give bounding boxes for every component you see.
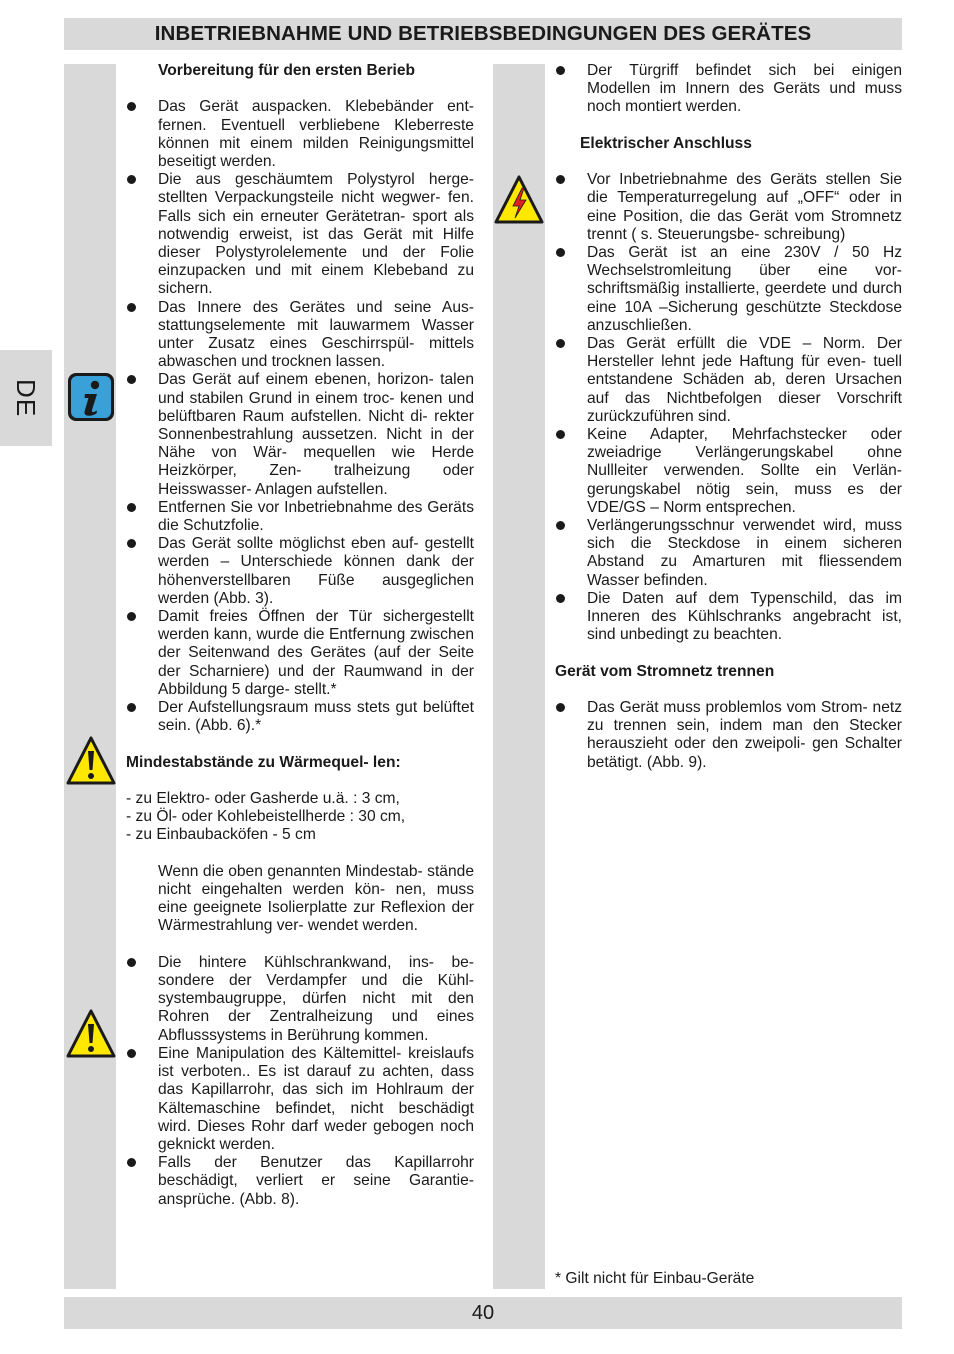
distance-note: Wenn die oben genannten Mindestab- stände nicht eingehalten werden kön- nen, muss eine geeignete Isolierplatte zur Reflexion der Wärmestrahlung ver- wendet werden. (158, 862, 474, 935)
list-item: Damit freies Öffnen der Tür sichergestellt werden kann, wurde die Entfernung zwischen der Seitenwand des Gerätes (auf der Seite der Scharniere) und der Raumwand in der Abbildung 5 darge- stellt.* (126, 608, 474, 699)
warning-list (126, 954, 474, 1209)
section-heading-electrical: Elektrischer Anschluss (580, 134, 752, 152)
list-item: Die Daten auf dem Typenschild, das im Inneren des Kühlschranks angebracht ist, sind unbedingt zu beachten. (555, 590, 902, 645)
list-item: Das Gerät auf einem ebenen, horizon- talen und stabilen Grund in einem troc- kenen und belüftbaren Raum aufstellen. Nicht di- rekter Sonnenbestrahlung aussetzen. Nicht in der Nähe von Wär- mequellen wie Herde Heizkörper, Zen- tralheizung oder Heisswasser- Anlagen aufstellen. (126, 371, 474, 498)
warning-triangle-icon (66, 1008, 116, 1060)
right-column (555, 62, 902, 772)
preparation-list (126, 98, 474, 735)
list-item: Das Innere des Gerätes und seine Aus- stattungselemente mit lauwarmem Wasser unter Zusatz eines Geschirrspül- mittels abwaschen und trocknen lassen. (126, 299, 474, 372)
list-item: Keine Adapter, Mehrfachstecker oder zweiadrige Verlängerungskabel ohne Nullleiter verwenden. Sollte ein Verlän- gerungskabel nötig sein, muss es der VDE/GS – Norm entsprechen. (555, 426, 902, 517)
warning-triangle-icon (66, 735, 116, 787)
right-icon-strip (493, 64, 545, 1289)
list-item: Falls der Benutzer das Kapillarrohr beschädigt, verliert er seine Garantie- ansprüche. (Abb. 8). (126, 1154, 474, 1209)
distance-line: - zu Elektro- oder Gasherde u.ä. : 3 cm, (126, 790, 400, 808)
list-item: Der Aufstellungsraum muss stets gut belüftet sein. (Abb. 6).* (126, 699, 474, 735)
left-column (126, 62, 474, 1209)
list-item: Das Gerät ist an eine 230V / 50 Hz Wechselstromleitung über eine vor- schriftsmäßig installierte, geerdete und durch eine 10A –Sicherung geschützte Steckdose anzuschließen. (555, 244, 902, 335)
list-item: Die aus geschäumtem Polystyrol herge- stellten Verpackungsteile nicht wegwer- fen. Falls sich ein erneuter Gerätetran- sport als notwendig erweist, ist das Gerät mit Hilfe dieser Polystyrolelemente und der Folie einzupacken und mit einem Klebeband zu sichern. (126, 171, 474, 298)
footnote: * Gilt nicht für Einbau-Geräte (555, 1270, 755, 1287)
high-voltage-icon (494, 174, 544, 226)
list-item: Das Gerät erfüllt die VDE – Norm. Der Hersteller lehnt jede Haftung für even- tuell entstandene Schäden ab, deren Ursachen auf das Nichtbefolgen dieser Vorschrift zurückzuführen sind. (555, 335, 902, 426)
list-item: Das Gerät muss problemlos vom Strom- netz zu trennen sein, indem man den Stecker herauszieht oder den zweipoli- gen Schalter betätigt. (Abb. 9). (555, 699, 902, 772)
list-item: Der Türgriff befindet sich bei einigen Modellen im Innern des Geräts und muss noch montiert werden. (555, 62, 902, 117)
header-bar (64, 18, 902, 50)
distance-line: - zu Öl- oder Kohlebeistellherde : 30 cm, (126, 808, 406, 826)
list-item: Entfernen Sie vor Inbetriebnahme des Geräts die Schutzfolie. (126, 499, 474, 535)
info-icon (66, 370, 116, 424)
left-icon-strip (64, 64, 116, 1289)
list-item: Vor Inbetriebnahme des Geräts stellen Sie die Temperaturregelung auf „OFF“ oder in eine Position, die das Gerät vom Stromnetz trennt ( s. Steuerungsbe- schreibung) (555, 171, 902, 244)
footer-bar (64, 1297, 902, 1329)
list-item: Verlängerungsschnur verwendet wird, muss sich die Steckdose in einem sicheren Abstand zu Amarturen mit fliessendem Wasser befinden. (555, 517, 902, 590)
list-item: Das Gerät sollte möglichst eben auf- gestellt werden – Unterschiede können dank der höhenverstellbaren Füße ausgeglichen werden (Abb. 3). (126, 535, 474, 608)
list-item: Die hintere Kühlschrankwand, ins- be- sondere der Verdampfer und die Kühl- systembaugruppe, dürfen nicht mit den Rohren der Zentralheizung und eines Abflusssystems in Berührung kommen. (126, 954, 474, 1045)
page-title: INBETRIEBNAHME UND BETRIEBSBEDINGUNGEN DES GERÄTES (154, 21, 812, 45)
language-tab-label: DE (11, 378, 42, 418)
list-item: Das Gerät auspacken. Klebebänder ent- fernen. Eventuell verbliebene Kleberreste können mit einem milden Reinigungsmittel beseitigt werden. (126, 98, 474, 171)
disconnect-list (555, 699, 902, 772)
electrical-list (555, 171, 902, 644)
language-tab (0, 350, 52, 446)
section-heading-preparation: Vorbereitung für den ersten Berieb (158, 62, 416, 79)
section-heading-disconnect: Gerät vom Stromnetz trennen (555, 662, 775, 680)
distance-line: - zu Einbaubacköfen - 5 cm (126, 826, 316, 844)
page-number: 40 (471, 1301, 495, 1324)
list-item: Eine Manipulation des Kältemittel- kreislaufs ist verboten.. Es ist darauf zu achten, dass das Kapillarrohr, das sich im Hohlraum der Kältemaschine befindet, nicht beschädigt wird. Dieses Rohr darf weder gebogen noch geknickt werden. (126, 1045, 474, 1154)
section-heading-distances: Mindestabstände zu Wärmequel- len: (126, 753, 401, 771)
door-handle-list (555, 62, 902, 117)
